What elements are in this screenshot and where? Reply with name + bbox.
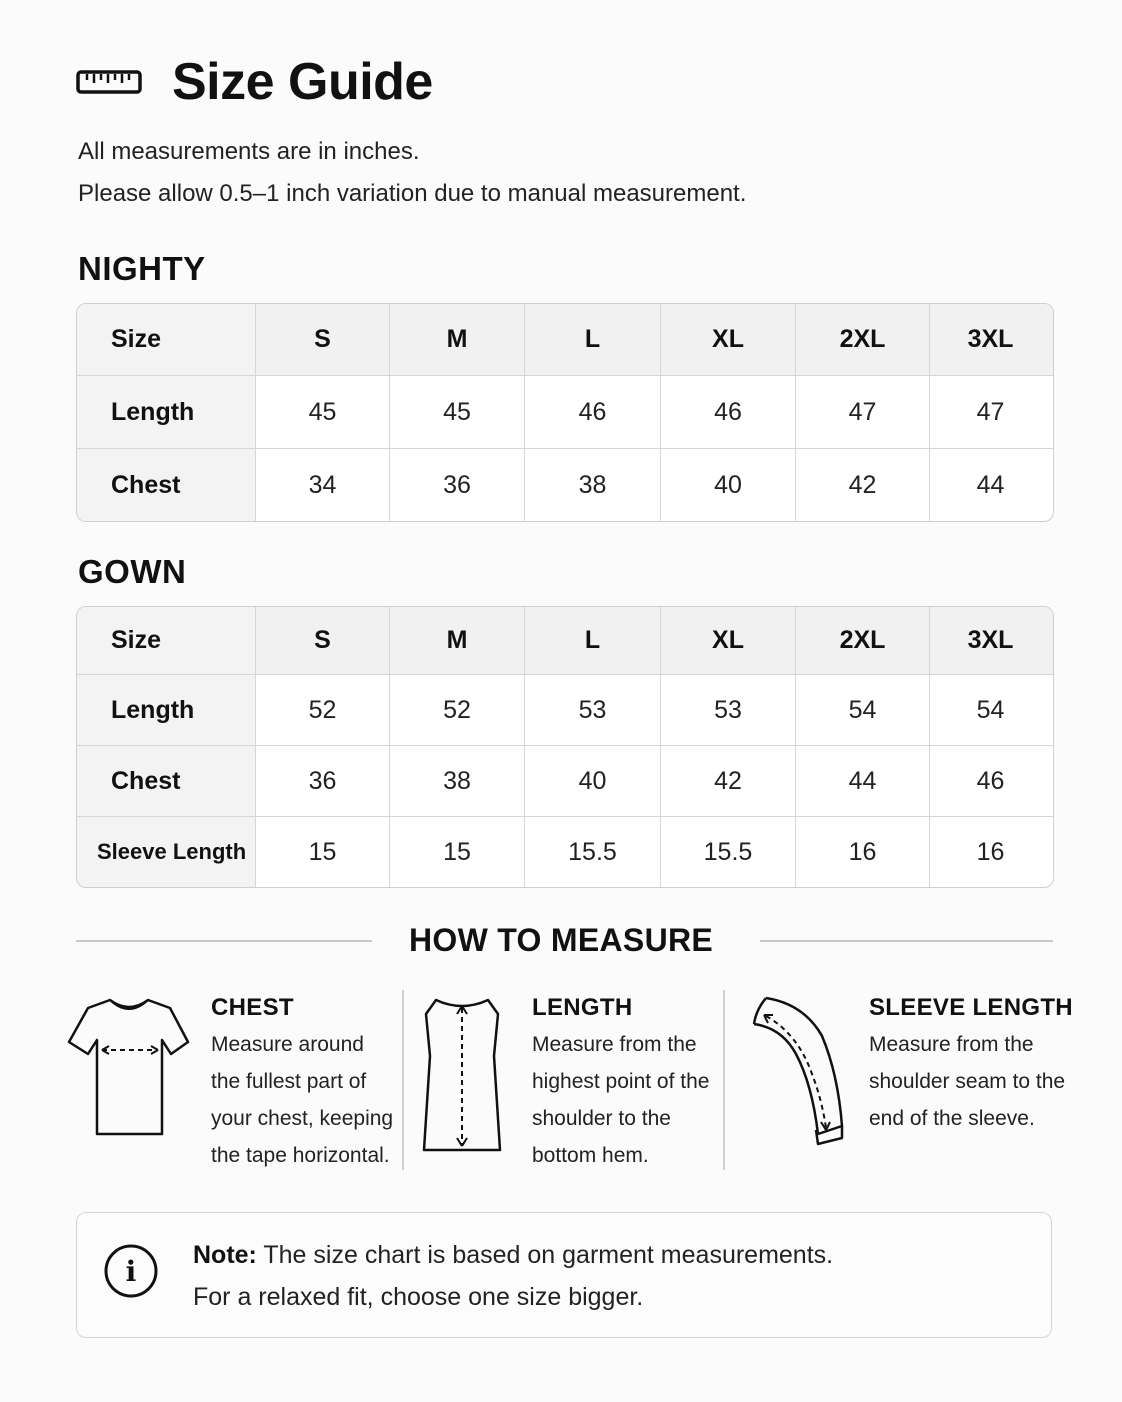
header-cell: Size xyxy=(77,304,255,375)
table-cell: 38 xyxy=(389,746,524,816)
table-row xyxy=(77,674,1053,745)
sleeve-icon xyxy=(752,994,848,1152)
table-cell: 40 xyxy=(524,746,660,816)
header-cell: XL xyxy=(660,304,795,375)
table-cell: 42 xyxy=(660,746,795,816)
table-cell: 46 xyxy=(524,376,660,448)
row-label: Length xyxy=(77,376,255,448)
column-divider xyxy=(723,990,725,1170)
divider-right xyxy=(760,940,1053,942)
intro-units: All measurements are in inches. xyxy=(78,138,420,165)
info-icon xyxy=(103,1243,159,1299)
table-cell: 54 xyxy=(929,675,1051,745)
column-divider xyxy=(402,990,404,1170)
table-cell: 44 xyxy=(795,746,929,816)
tshirt-chest-icon xyxy=(66,996,190,1140)
note-line-1 xyxy=(193,1241,833,1270)
header-cell: 2XL xyxy=(795,607,929,674)
row-label: Sleeve Length xyxy=(77,817,255,887)
table-header-row xyxy=(77,304,1053,375)
table-cell: 15 xyxy=(389,817,524,887)
header-cell: 3XL xyxy=(929,607,1051,674)
header-cell: XL xyxy=(660,607,795,674)
table-cell: 45 xyxy=(255,376,389,448)
gown-size-table xyxy=(76,606,1054,888)
table-cell: 45 xyxy=(389,376,524,448)
chest-measure-text: Measure around the fullest part of your chest, keeping the tape horizontal. xyxy=(211,1033,394,1167)
table-row xyxy=(77,448,1053,521)
sleeve-measure-text: Measure from the shoulder seam to the end of the sleeve. xyxy=(869,1033,1066,1130)
table-cell: 34 xyxy=(255,449,389,521)
nighty-size-table xyxy=(76,303,1054,522)
table-cell: 16 xyxy=(929,817,1051,887)
nighty-section-title: NIGHTY xyxy=(78,250,206,287)
sleeve-measure-title: SLEEVE LENGTH xyxy=(869,994,1073,1021)
table-row xyxy=(77,745,1053,816)
table-cell: 47 xyxy=(795,376,929,448)
svg-text:i: i xyxy=(125,1255,137,1288)
table-cell: 42 xyxy=(795,449,929,521)
length-measure-title: LENGTH xyxy=(532,994,633,1021)
table-cell: 52 xyxy=(389,675,524,745)
row-label: Length xyxy=(77,675,255,745)
length-measure-text: Measure from the highest point of the shoulder to the bottom hem. xyxy=(532,1033,710,1167)
ruler-icon xyxy=(76,66,142,98)
table-row xyxy=(77,816,1053,887)
table-cell: 15 xyxy=(255,817,389,887)
header-cell: M xyxy=(389,304,524,375)
header-cell: Size xyxy=(77,607,255,674)
header-cell: L xyxy=(524,607,660,674)
table-row xyxy=(77,375,1053,448)
note-box xyxy=(76,1212,1052,1338)
intro-variation: Please allow 0.5–1 inch variation due to manual measurement. xyxy=(78,180,747,207)
dress-length-icon xyxy=(420,996,504,1154)
header-cell: L xyxy=(524,304,660,375)
table-cell: 36 xyxy=(255,746,389,816)
table-cell: 52 xyxy=(255,675,389,745)
header-cell: 3XL xyxy=(929,304,1051,375)
row-label: Chest xyxy=(77,746,255,816)
header-cell: S xyxy=(255,304,389,375)
note-line-2: For a relaxed fit, choose one size bigger. xyxy=(193,1283,644,1311)
row-label: Chest xyxy=(77,449,255,521)
table-cell: 53 xyxy=(660,675,795,745)
table-cell: 54 xyxy=(795,675,929,745)
page-title: Size Guide xyxy=(172,53,433,111)
table-cell: 40 xyxy=(660,449,795,521)
how-to-measure-heading: HOW TO MEASURE xyxy=(408,922,714,958)
table-cell: 15.5 xyxy=(524,817,660,887)
table-header-row xyxy=(77,607,1053,674)
table-cell: 47 xyxy=(929,376,1051,448)
note-label: Note: xyxy=(193,1241,257,1269)
header-cell: M xyxy=(389,607,524,674)
gown-section-title: GOWN xyxy=(78,553,187,590)
table-cell: 38 xyxy=(524,449,660,521)
page-header xyxy=(76,52,433,112)
table-cell: 46 xyxy=(660,376,795,448)
table-cell: 36 xyxy=(389,449,524,521)
header-cell: S xyxy=(255,607,389,674)
chest-measure-title: CHEST xyxy=(211,994,294,1021)
header-cell: 2XL xyxy=(795,304,929,375)
table-cell: 53 xyxy=(524,675,660,745)
table-cell: 46 xyxy=(929,746,1051,816)
table-cell: 15.5 xyxy=(660,817,795,887)
table-cell: 16 xyxy=(795,817,929,887)
note-text-1: The size chart is based on garment measurements. xyxy=(256,1241,834,1269)
table-cell: 44 xyxy=(929,449,1051,521)
